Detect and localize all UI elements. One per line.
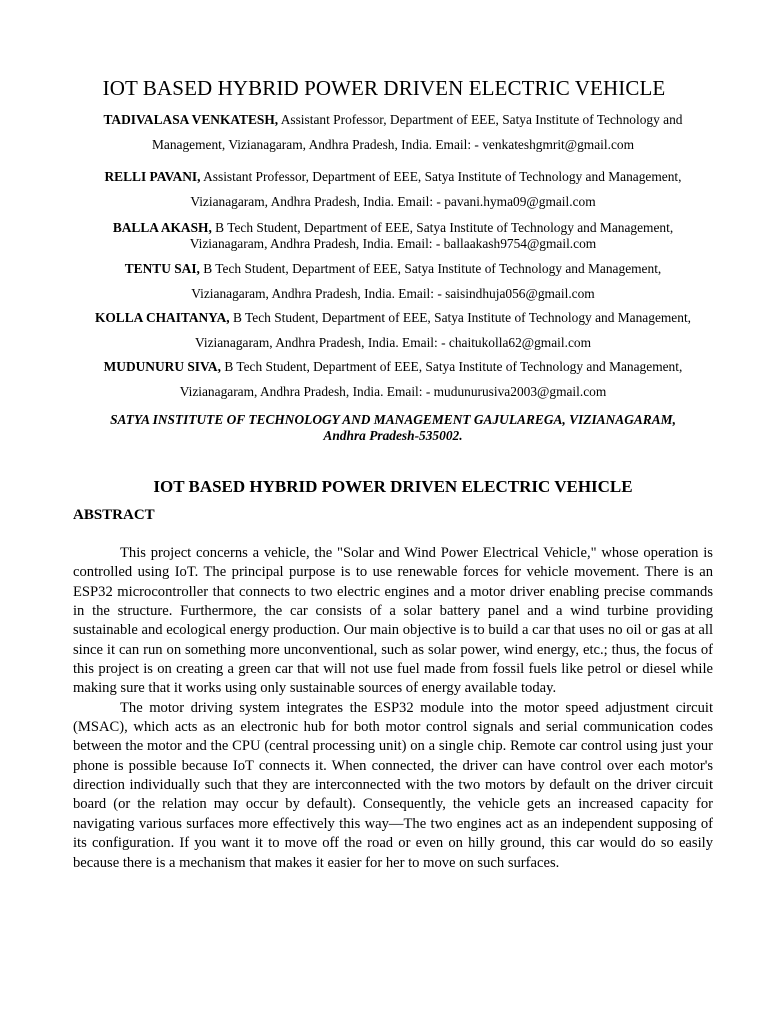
institution-line-1: SATYA INSTITUTE OF TECHNOLOGY AND MANAGEMENT GAJULAREGA, VIZIANAGARAM, [110,412,676,427]
author-entry [68,108,718,157]
author-name: RELLI PAVANI, [104,169,201,184]
author-contact: Management, Vizianagaram, Andhra Pradesh, India. Email: - venkateshgmrit@gmail.com [151,136,635,152]
author-contact: Vizianagaram, Andhra Pradesh, India. Email: - saisindhuja056@gmail.com [191,285,595,301]
author-contact: Vizianagaram, Andhra Pradesh, India. Email: - chaitukolla62@gmail.com [194,334,592,350]
author-name: MUDUNURU SIVA, [103,359,221,374]
abstract-heading: ABSTRACT [73,507,155,523]
author-name: KOLLA CHAITANYA, [94,310,230,325]
author-contact: Vizianagaram, Andhra Pradesh, India. Email: - ballaakash9754@gmail.com [189,236,597,251]
author-contact: Vizianagaram, Andhra Pradesh, India. Email: - mudunurusiva2003@gmail.com [179,383,607,399]
author-affiliation: B Tech Student, Department of EEE, Satya Institute of Technology and Management, [220,359,683,374]
author-entry [68,306,718,355]
author-entry [68,355,718,404]
abstract-body [73,544,713,873]
institution-affiliation [73,412,713,444]
author-entry [68,165,718,214]
author-affiliation: B Tech Student, Department of EEE, Satya Institute of Technology and Management, [229,310,692,325]
institution-line-2: Andhra Pradesh-535002. [323,428,463,443]
section-title: IOT BASED HYBRID POWER DRIVEN ELECTRIC VEHICLE [153,477,633,496]
author-entry [68,257,718,306]
author-contact: Vizianagaram, Andhra Pradesh, India. Email: - pavani.hyma09@gmail.com [190,193,596,209]
author-list [68,108,718,404]
abstract-paragraph: The motor driving system integrates the ESP32 module into the motor speed adjustment circuit (MSAC), which acts as an electronic hub for both motor control signals and serial communication codes between the motor and the CPU (central processing unit) on a single chip. Remote car control using just your phone is possible because IoT connects it. When connected, the driver can have control over each motor's direction individually such that they are interconnected with the two motors by default on the driver circuit board (or the relation may occur by default). Consequently, the vehicle gets an increased capacity for navigating various surfaces more effectively this way—The two engines act as an independent supposing of its configuration. If you want it to move off the road or even on hilly ground, this car would do so easily because there is a mechanism that makes it easier for her to move on such surfaces. [73,699,713,871]
author-affiliation: Assistant Professor, Department of EEE, Satya Institute of Technology and Management, [200,169,682,184]
author-name: TENTU SAI, [124,261,200,276]
author-entry [68,220,718,252]
author-name: BALLA AKASH, [112,220,212,235]
author-name: TADIVALASA VENKATESH, [103,112,279,127]
abstract-paragraph: This project concerns a vehicle, the "Solar and Wind Power Electrical Vehicle," whose operation is controlled using IoT. The principal purpose is to use renewable forces for vehicle movement. There is an ESP32 microcontroller that connects to two electric engines and a motor driver enabling precise commands in the structure. Furthermore, the car consists of a solar battery panel and a wind turbine providing sustainable and ecological energy production. Our main objective is to build a car that uses no oil or gas at all since it can run on something more unconventional, such as solar power, wind energy, etc.; thus, the focus of this project is on creating a green car that will not use fuel made from fossil fuels like petrol or diesel while making sure that it works using only sustainable sources of energy available today. [73,545,713,697]
paper-title: IOT BASED HYBRID POWER DRIVEN ELECTRIC VEHICLE [102,76,666,100]
author-affiliation: B Tech Student, Department of EEE, Satya Institute of Technology and Management, [211,220,674,235]
author-affiliation: Assistant Professor, Department of EEE, Satya Institute of Technology and [278,112,683,127]
author-affiliation: B Tech Student, Department of EEE, Satya Institute of Technology and Management, [199,261,662,276]
